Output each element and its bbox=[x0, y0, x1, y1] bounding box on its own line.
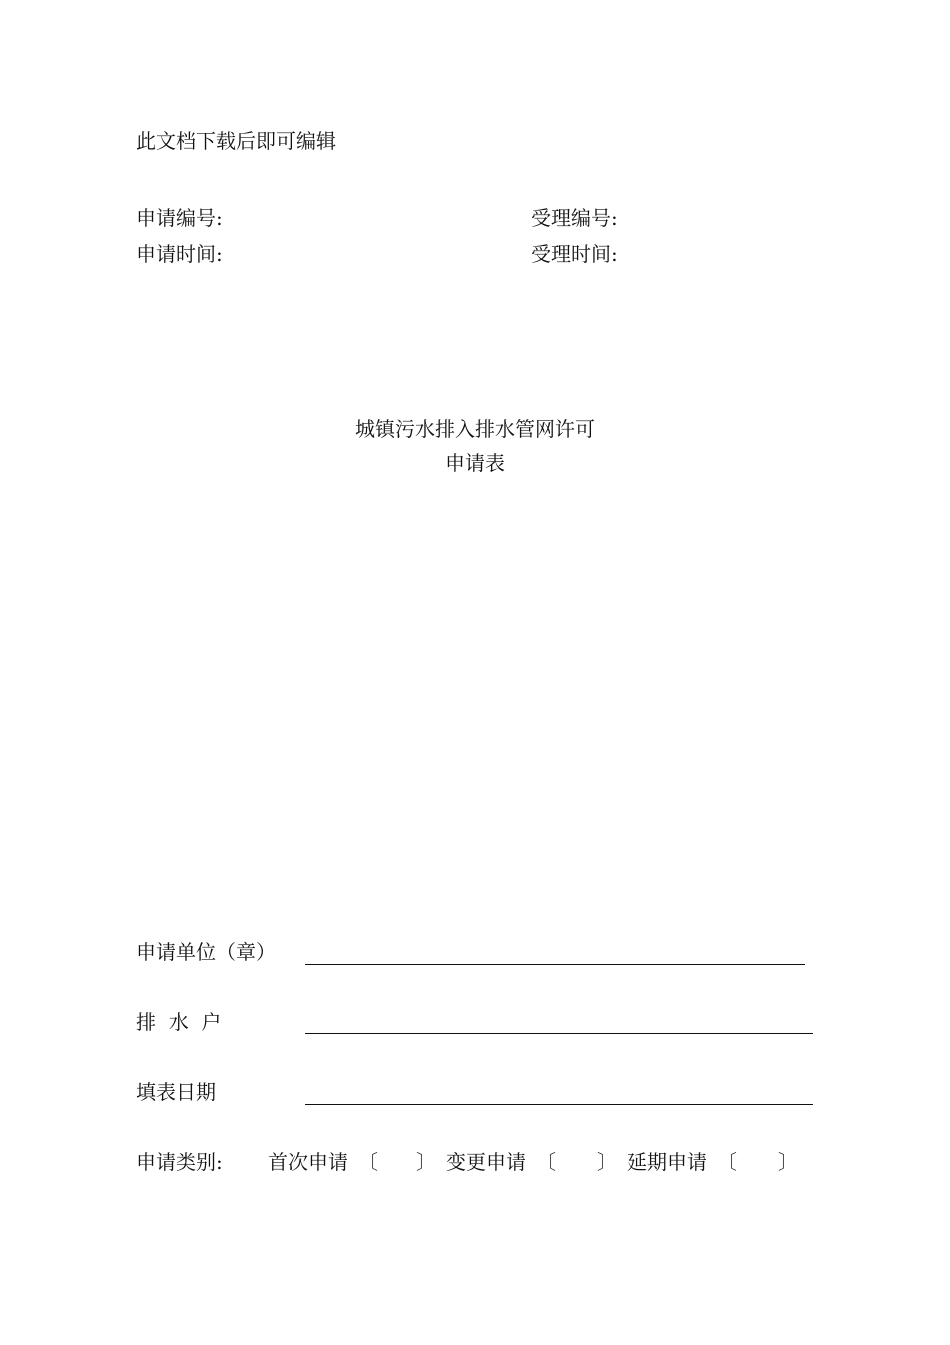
apply-number-label: 申请编号: bbox=[136, 206, 223, 230]
option-extend-bracket-close[interactable]: 〕 bbox=[778, 1150, 798, 1174]
document-title-line1: 城镇污水排入排水管网许可 bbox=[355, 417, 595, 441]
option-first-bracket-close[interactable]: 〕 bbox=[416, 1150, 436, 1174]
option-change-bracket-close[interactable]: 〕 bbox=[597, 1150, 617, 1174]
fill-date-label: 填表日期 bbox=[136, 1080, 216, 1104]
drainer-label: 排 水 户 bbox=[136, 1010, 222, 1034]
option-extend-label: 延期申请 bbox=[627, 1150, 707, 1174]
option-extend-bracket-open[interactable]: 〔 bbox=[717, 1150, 737, 1174]
download-notice: 此文档下载后即可编辑 bbox=[136, 129, 336, 153]
accept-time-label: 受理时间: bbox=[531, 242, 618, 266]
document-title-line2: 申请表 bbox=[445, 451, 505, 475]
option-change-label: 变更申请 bbox=[446, 1150, 526, 1174]
apply-time-label: 申请时间: bbox=[136, 242, 223, 266]
applicant-unit-label: 申请单位（章） bbox=[136, 940, 276, 964]
application-category-label: 申请类别: bbox=[136, 1150, 223, 1174]
option-first-bracket-open[interactable]: 〔 bbox=[358, 1150, 378, 1174]
option-change-bracket-open[interactable]: 〔 bbox=[536, 1150, 556, 1174]
drainer-underline bbox=[305, 1033, 813, 1034]
applicant-unit-underline bbox=[305, 964, 805, 965]
fill-date-underline bbox=[305, 1104, 813, 1105]
option-first-label: 首次申请 bbox=[268, 1150, 348, 1174]
accept-number-label: 受理编号: bbox=[531, 206, 618, 230]
